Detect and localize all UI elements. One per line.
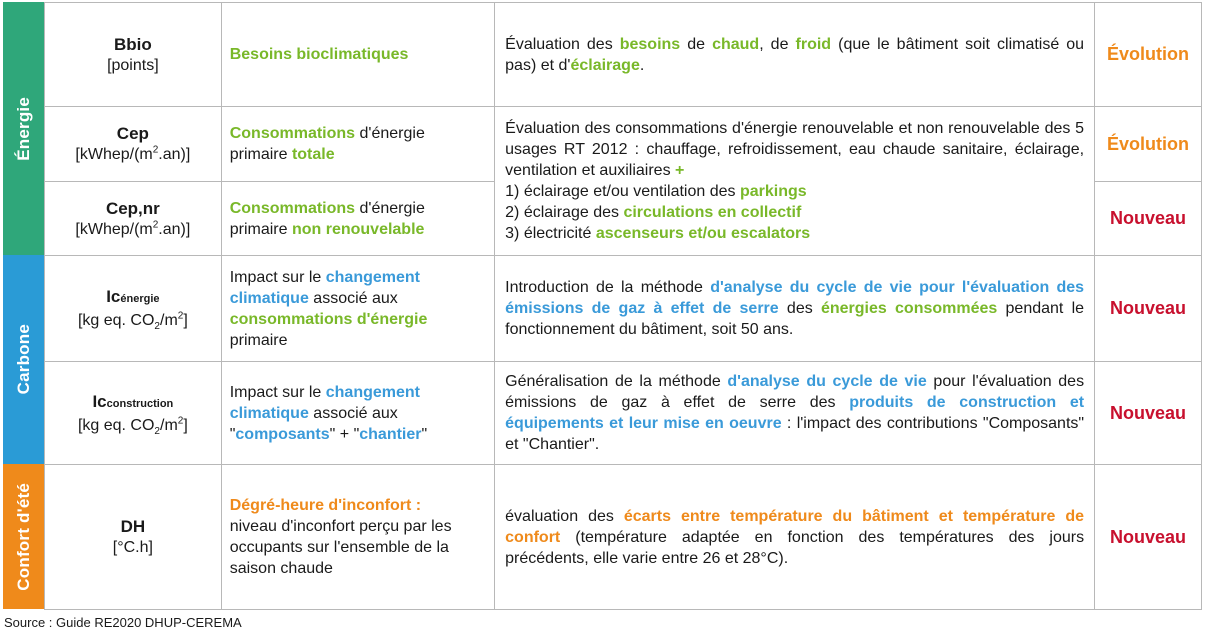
highlight-text: Besoins bioclimatiques bbox=[229, 46, 409, 63]
highlight-text: ascenseurs et/ou escalators bbox=[595, 225, 811, 242]
status-badge: Évolution bbox=[1095, 107, 1202, 182]
highlight-text: consommations d'énergie bbox=[229, 310, 428, 328]
indicator-description-cell: Évaluation des besoins de chaud, de froid (que le bâtiment soit climatisé ou pas) et d'éclairage. bbox=[495, 3, 1095, 107]
indicator-cell bbox=[45, 107, 222, 182]
indicator-code: Bbio bbox=[113, 34, 152, 54]
highlight-text: composants bbox=[235, 425, 330, 443]
status-badge: Nouveau bbox=[1095, 362, 1202, 465]
indicators-table bbox=[44, 2, 1202, 610]
indicator-code: Icconstruction bbox=[92, 391, 174, 411]
highlight-text: chantier bbox=[359, 425, 422, 443]
highlight-text: parkings bbox=[739, 183, 807, 200]
indicator-description-cell: Évaluation des consommations d'énergie renouvelable et non renouvelable des 5 usages RT 2012 : chauffage, refroidissement, eau chaude sanitaire, éclairage, ventilation et auxiliaires + 1) éclairage et/ou ventilation des parkings 2) éclairage des circulations en collectif 3) électricité ascenseurs et/ou escalators bbox=[495, 107, 1095, 256]
category-label: Confort d'été bbox=[13, 482, 33, 591]
highlight-text: circulations en collectif bbox=[623, 204, 802, 221]
table-row bbox=[45, 107, 1202, 182]
indicator-code: Icénergie bbox=[106, 287, 160, 306]
indicator-name-cell: Consommations d'énergie primaire totale bbox=[221, 107, 494, 182]
highlight-text: changement climatique bbox=[229, 383, 420, 422]
highlight-text: non renouvelable bbox=[291, 220, 425, 238]
highlight-text: d'analyse du cycle de vie pour l'évaluation des émissions de gaz à effet de serre bbox=[505, 279, 1085, 317]
highlight-text: produits de construction et équipements et leur mise en oeuvre bbox=[505, 394, 1085, 432]
highlight-text: Consommations bbox=[229, 199, 356, 217]
indicator-name-cell: Impact sur le changement climatique associé aux "composants" + "chantier" bbox=[221, 362, 494, 465]
highlight-text: + bbox=[675, 162, 685, 179]
indicator-cell bbox=[45, 465, 222, 610]
table-row bbox=[45, 362, 1202, 465]
category-band-energie bbox=[3, 2, 44, 255]
indicator-description-cell: évaluation des écarts entre température du bâtiment et température de confort (température adaptée en fonction des températures des jours précédents, elle varie entre 26 et 28°C). bbox=[495, 465, 1095, 610]
category-band-carbone bbox=[3, 255, 44, 464]
status-badge: Nouveau bbox=[1095, 256, 1202, 362]
indicator-name-cell: Consommations d'énergie primaire non renouvelable bbox=[221, 182, 494, 256]
status-badge: Évolution bbox=[1095, 3, 1202, 107]
indicator-code: Cep bbox=[116, 124, 149, 143]
indicator-name-cell: Dégré-heure d'inconfort : niveau d'inconfort perçu par les occupants sur l'ensemble de la saison chaude bbox=[221, 465, 494, 610]
category-band-confort-ete bbox=[3, 464, 44, 609]
highlight-text: changement climatique bbox=[229, 268, 420, 307]
indicator-cell bbox=[45, 182, 222, 256]
indicator-unit: [°C.h] bbox=[112, 539, 153, 556]
indicator-description-cell: Introduction de la méthode d'analyse du cycle de vie pour l'évaluation des émissions de gaz à effet de serre des énergies consommées pendant le fonctionnement du bâtiment, soit 50 ans. bbox=[495, 256, 1095, 362]
table-row bbox=[45, 256, 1202, 362]
highlight-text: d'analyse du cycle de vie bbox=[727, 373, 927, 390]
highlight-text: chaud bbox=[712, 35, 760, 53]
highlight-text: totale bbox=[291, 146, 335, 163]
highlight-text: Consommations bbox=[229, 125, 356, 142]
indicator-cell bbox=[45, 3, 222, 107]
highlight-text: Dégré-heure d'inconfort : bbox=[229, 497, 422, 514]
table-row bbox=[45, 3, 1202, 107]
indicator-code: Cep,nr bbox=[105, 198, 160, 218]
highlight-text: besoins bbox=[619, 35, 681, 53]
highlight-text: froid bbox=[795, 35, 832, 53]
indicator-unit: [points] bbox=[107, 56, 159, 74]
indicator-cell bbox=[45, 256, 222, 362]
indicator-unit: [kg eq. $CO_2/m^2$] bbox=[77, 415, 188, 437]
status-badge: Nouveau bbox=[1095, 182, 1202, 256]
indicator-description-cell: Généralisation de la méthode d'analyse du cycle de vie pour l'évaluation des émissions de gaz à effet de serre des produits de construction et équipements et leur mise en oeuvre : l'impact des contributions "Composants" et "Chantier". bbox=[495, 362, 1095, 465]
indicator-code: DH bbox=[120, 517, 146, 536]
source-caption: Source : Guide RE2020 DHUP-CEREMA bbox=[4, 615, 242, 630]
indicator-cell bbox=[45, 362, 222, 465]
highlight-text: énergies consommées bbox=[820, 300, 998, 317]
category-label: Énergie bbox=[13, 96, 33, 161]
indicator-name-cell: Impact sur le changement climatique associé aux consommations d'énergie primaire bbox=[221, 256, 494, 362]
indicator-unit: $[kWhep/(m^2.an)]$ bbox=[75, 219, 191, 238]
table-row bbox=[45, 465, 1202, 610]
indicator-unit: [kg eq. $CO_2/m^2$] bbox=[77, 310, 188, 333]
indicator-name-cell bbox=[221, 3, 494, 107]
highlight-text: éclairage bbox=[570, 56, 640, 74]
highlight-text: écarts entre température du bâtiment et température de confort bbox=[505, 507, 1085, 546]
indicator-unit: $[kWhep/(m^2.an)]$ bbox=[75, 144, 191, 163]
status-badge: Nouveau bbox=[1095, 465, 1202, 610]
category-label: Carbone bbox=[13, 324, 33, 395]
re2020-indicators-table-wrapper bbox=[3, 2, 1202, 609]
